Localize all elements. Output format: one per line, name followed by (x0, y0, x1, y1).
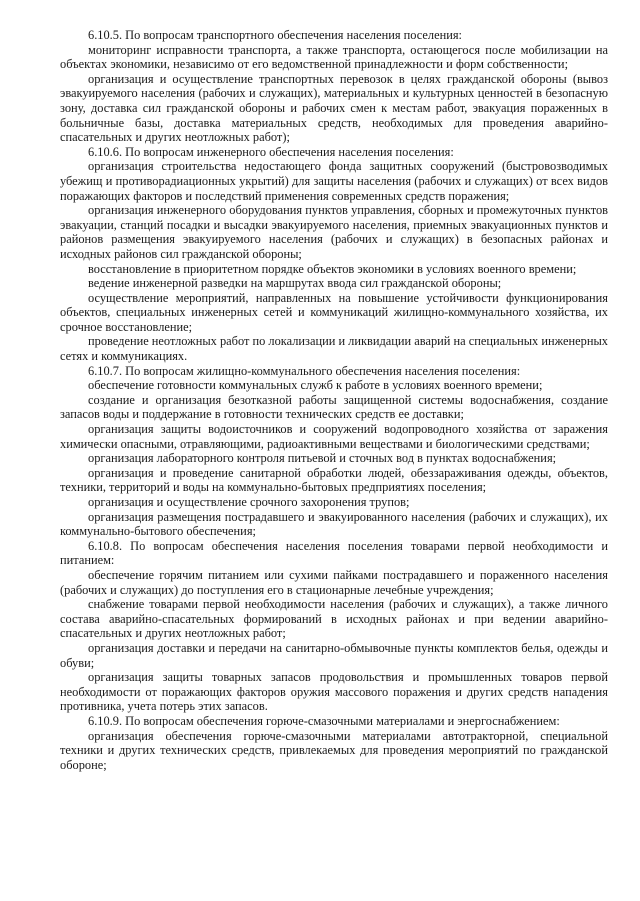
section-heading-6-10-8: 6.10.8. По вопросам обеспечения населения поселения товарами первой необходимости и питанием: (60, 538, 608, 568)
section-heading-6-10-9: 6.10.9. По вопросам обеспечения горюче-смазочными материалами и энергоснабжением: (88, 713, 560, 728)
paragraph: обеспечение готовности коммунальных служб к работе в условиях военного времени; (88, 378, 543, 393)
paragraph: организация доставки и передачи на санитарно-обмывочные пункты комплектов белья, одежды и обуви; (60, 640, 608, 670)
paragraph: организация защиты водоисточников и сооружений водопроводного хозяйства от заражения химически опасными, отравляющими, радиоактивными веществами и биологическими средствами; (60, 422, 608, 451)
paragraph: осуществление мероприятий, направленных на повышение устойчивости функционирования объектов, специальных инженерных сетей и коммуникаций жилищно-коммунального хозяйства, их срочное восстановление; (60, 290, 608, 334)
paragraph: организация обеспечения горюче-смазочными материалами автотракторной, специальной техники и других технических средств, привлекаемых для проведения мероприятий по гражданской обороне; (60, 728, 608, 772)
paragraph: организация и осуществление срочного захоронения трупов; (88, 495, 410, 509)
paragraph: ведение инженерной разведки на маршрутах ввода сил гражданской обороны; (88, 276, 502, 291)
paragraph: мониторинг исправности транспорта, а также транспорта, остающегося после мобилизации на объектах экономики, независимо от его ведомственной принадлежности и форм собственности; (60, 42, 608, 72)
section-heading-6-10-7: 6.10.7. По вопросам жилищно-коммунального обеспечения населения поселения: (88, 363, 521, 378)
paragraph: организация защиты товарных запасов продовольствия и промышленных товаров первой необходимости от поражающих факторов оружия массового поражения и других средств нападения противника, учета потерь этих запасов. (60, 670, 608, 714)
paragraph: организация и осуществление транспортных перевозок в целях гражданской обороны (вывоз эвакуируемого населения (рабочих и служащих), материальных и культурных ценностей в безопасную зону, доставка сил гражданской обороны и рабочих смен к местам работ, эвакуация пораженных в больничные базы, доставка материальных средств, необходимых для проведения аварийно-спасательных и других неотложных работ); (60, 71, 608, 145)
section-heading-6-10-5: 6.10.5. По вопросам транспортного обеспечения населения поселения: (88, 28, 463, 42)
paragraph: организация строительства недостающего фонда защитных сооружений (быстровозводимых убежищ и противорадиационных укрытий) для защиты населения (рабочих и служащих) от всех видов поражающих факторов и последствий применения современных средств поражения; (60, 159, 608, 203)
document-body (60, 28, 608, 772)
paragraph: обеспечение горячим питанием или сухими пайками пострадавшего и пораженного населения (рабочих и служащих) до поступления его в стационарные лечебные учреждения; (60, 567, 608, 597)
paragraph: создание и организация безотказной работы защищенной системы водоснабжения, создание запасов воды и поддержание в готовности технических средств ее доставки; (60, 392, 608, 422)
paragraph: восстановление в приоритетном порядке объектов экономики в условиях военного времени; (88, 261, 577, 276)
paragraph: организация лабораторного контроля питьевой и сточных вод в пунктах водоснабжения; (88, 451, 557, 466)
paragraph: организация размещения пострадавшего и эвакуированного населения (рабочих и служащих), их коммунально-бытового обеспечения; (60, 509, 608, 539)
section-heading-6-10-6: 6.10.6. По вопросам инженерного обеспечения населения поселения: (88, 144, 454, 159)
paragraph: организация и проведение санитарной обработки людей, обеззараживания одежды, объектов, техники, территорий и воды на коммунально-бытовых предприятиях поселения; (60, 465, 608, 495)
paragraph: организация инженерного оборудования пунктов управления, сборных и промежуточных пунктов эвакуации, станций посадки и высадки эвакуируемого населения, приемных эвакуационных пунктов и районов размещения эвакуируемого населения (рабочих и служащих) в безопасных районах и исходных районов сил гражданской обороны; (60, 203, 608, 261)
paragraph: снабжение товарами первой необходимости населения (рабочих и служащих), а также личного состава аварийно-спасательных формирований в исходных районах и при ведении аварийно-спасательных и других неотложных работ; (60, 597, 608, 641)
paragraph: проведение неотложных работ по локализации и ликвидации аварий на специальных инженерных сетях и коммуникациях. (60, 334, 608, 364)
